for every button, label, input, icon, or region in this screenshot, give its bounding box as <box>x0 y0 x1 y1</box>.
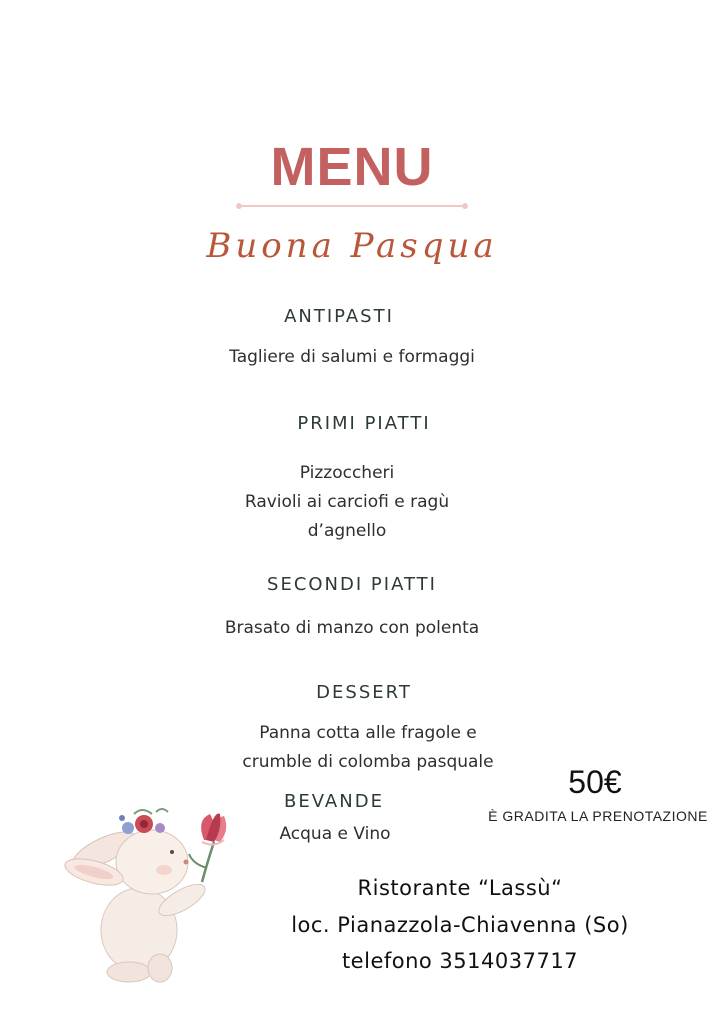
section-heading-antipasti: ANTIPASTI <box>284 306 394 327</box>
menu-item: Brasato di manzo con polenta <box>224 618 480 638</box>
restaurant-address: loc. Pianazzola-Chiavenna (So) <box>291 913 629 937</box>
reservation-note: È GRADITA LA PRENOTAZIONE <box>488 808 708 824</box>
menu-item: Pizzoccheri <box>299 463 395 483</box>
section-heading-dessert: DESSERT <box>316 682 412 703</box>
title-divider <box>236 203 468 209</box>
menu-title: MENU <box>270 137 434 197</box>
menu-subtitle: Buona Pasqua <box>206 226 498 266</box>
menu-item: Acqua e Vino <box>279 824 391 844</box>
section-heading-bevande: BEVANDE <box>284 791 384 812</box>
restaurant-phone: telefono 3514037717 <box>341 949 579 973</box>
section-heading-primi-piatti: PRIMI PIATTI <box>297 413 431 434</box>
section-heading-secondi-piatti: SECONDI PIATTI <box>267 574 437 595</box>
menu-item: d’agnello <box>307 521 387 541</box>
bunny-illustration <box>64 800 234 990</box>
restaurant-name: Ristorante “Lassù“ <box>357 876 563 900</box>
menu-item: Panna cotta alle fragole e <box>259 723 477 743</box>
menu-item: crumble di colomba pasquale <box>242 752 494 772</box>
menu-item: Tagliere di salumi e formaggi <box>229 347 475 367</box>
menu-item: Ravioli ai carciofi e ragù <box>244 492 450 512</box>
price: 50€ <box>568 764 622 800</box>
